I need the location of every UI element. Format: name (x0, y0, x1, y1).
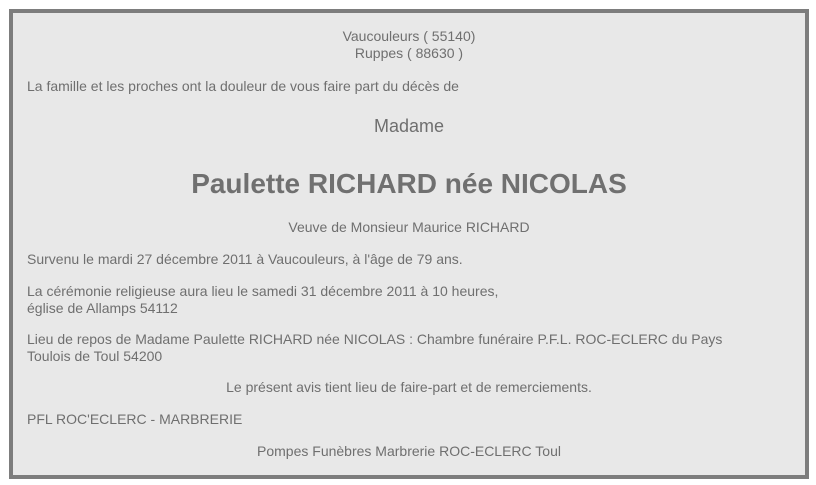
obituary-notice (9, 9, 809, 479)
ceremony-line-2: église de Allamps 54112 (27, 300, 178, 316)
death-info: Survenu le mardi 27 décembre 2011 à Vaucouleurs, à l'âge de 79 ans. (27, 251, 463, 267)
deceased-name: Paulette RICHARD née NICOLAS (191, 168, 627, 199)
footer-text: Pompes Funèbres Marbrerie ROC-ECLERC Toul (257, 443, 561, 459)
acknowledgement: Le présent avis tient lieu de faire-part et de remerciements. (226, 379, 592, 395)
town-line-2: Ruppes ( 88630 ) (354, 45, 464, 61)
rest-place-line-1: Lieu de repos de Madame Paulette RICHARD née NICOLAS : Chambre funéraire P.F.L. ROC-ECLERC du Pays (27, 331, 723, 347)
spouse-line: Veuve de Monsieur Maurice RICHARD (288, 219, 530, 235)
ceremony-line-1: La cérémonie religieuse aura lieu le samedi 31 décembre 2011 à 10 heures, (27, 283, 499, 299)
rest-place-line-2: Toulois de Toul 54200 (27, 348, 163, 364)
town-line-1: Vaucouleurs ( 55140) (342, 28, 476, 44)
honorific: Madame (373, 116, 445, 136)
intro-text: La famille et les proches ont la douleur de vous faire part du décès de (27, 78, 459, 94)
company-name: PFL ROC'ECLERC - MARBRERIE (27, 411, 243, 427)
